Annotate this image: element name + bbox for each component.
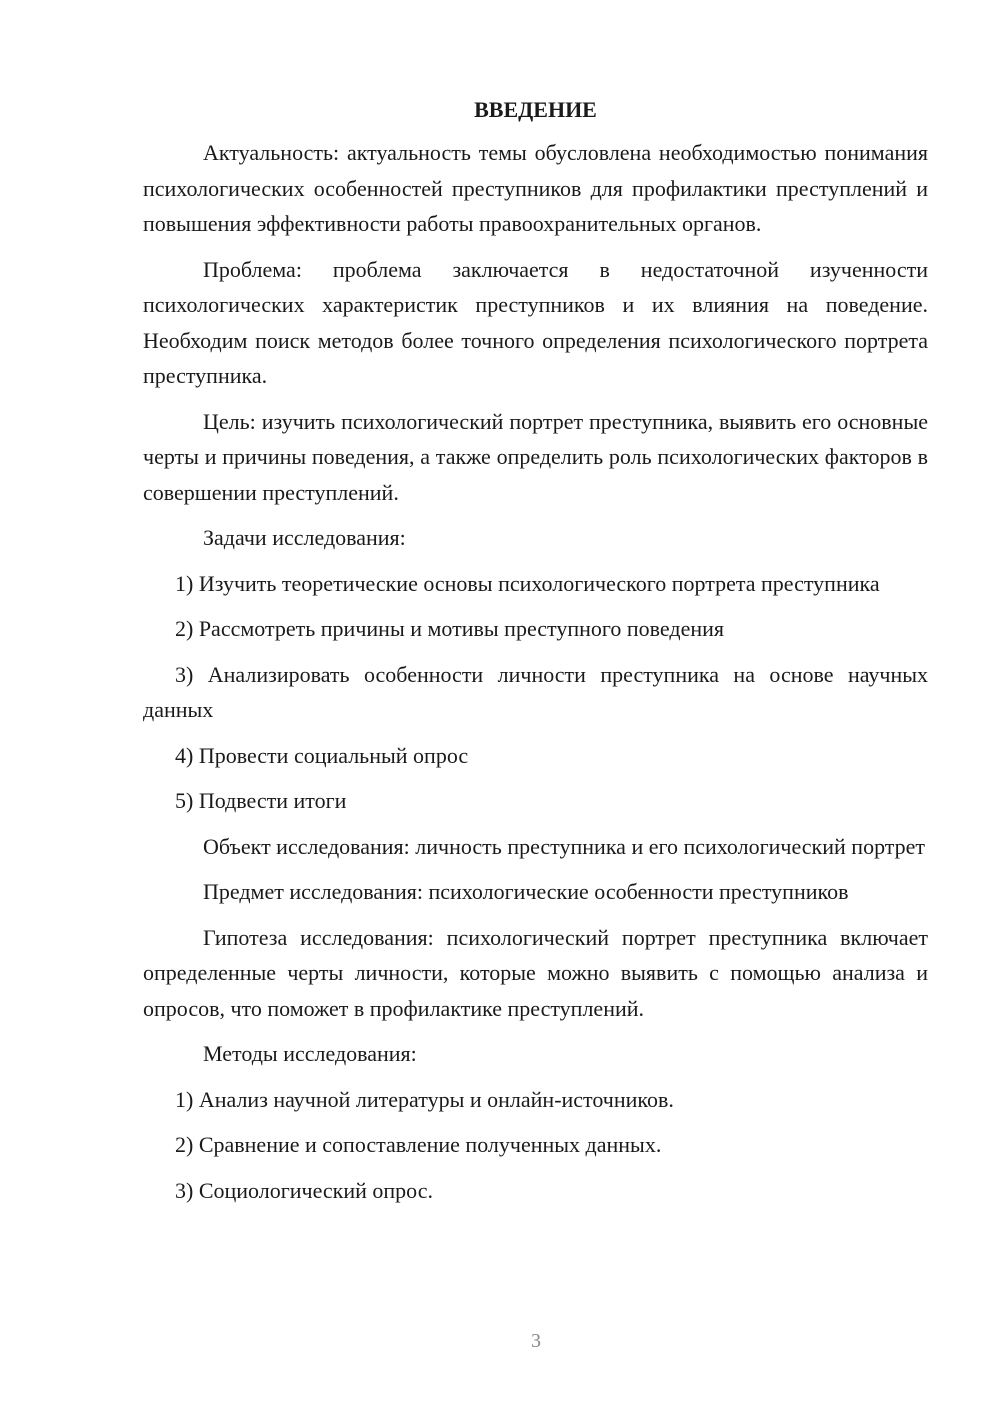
hypothesis-paragraph: Гипотеза исследования: психологический портрет преступника включает определенные черты личности, которые можно выявить с помощью анализа и опросов, что поможет в профилактике преступлений. (143, 924, 928, 1021)
section-title: ВВЕДЕНИЕ (474, 97, 597, 122)
tasks-heading: Задачи исследования: (203, 525, 406, 550)
relevance-paragraph: Актуальность: актуальность темы обусловлена необходимостью понимания психологических особенностей преступников для профилактики преступлений и повышения эффективности работы правоохранительных органов. (143, 140, 928, 236)
problem-paragraph: Проблема: проблема заключается в недостаточной изученности психологических характеристик преступников и их влияния на поведение. Необходим поиск методов более точного определения психологического портрета преступника. (143, 256, 928, 388)
task-item-3: 3) Анализировать особенности личности преступника на основе научных данных (143, 661, 928, 722)
task-item-2: 2) Рассмотреть причины и мотивы преступного поведения (175, 616, 725, 641)
object-paragraph: Объект исследования: личность преступника и его психологический портрет (203, 833, 926, 859)
goal-paragraph: Цель: изучить психологический портрет преступника, выявить его основные черты и причины поведения, а также определить роль психологических факторов в совершении преступлений. (143, 408, 928, 505)
task-item-1: 1) Изучить теоретические основы психологического портрета преступника (175, 570, 880, 596)
document-page (143, 92, 928, 1218)
method-item-1: 1) Анализ научной литературы и онлайн-источников. (175, 1086, 674, 1112)
page-number: 3 (531, 1330, 541, 1352)
method-item-2: 2) Сравнение и сопоставление полученных данных. (175, 1132, 662, 1157)
subject-paragraph: Предмет исследования: психологические особенности преступников (203, 879, 849, 904)
method-item-3: 3) Социологический опрос. (175, 1177, 433, 1203)
task-item-4: 4) Провести социальный опрос (175, 742, 469, 768)
methods-heading: Методы исследования: (203, 1041, 417, 1066)
task-item-5: 5) Подвести итоги (175, 788, 347, 813)
